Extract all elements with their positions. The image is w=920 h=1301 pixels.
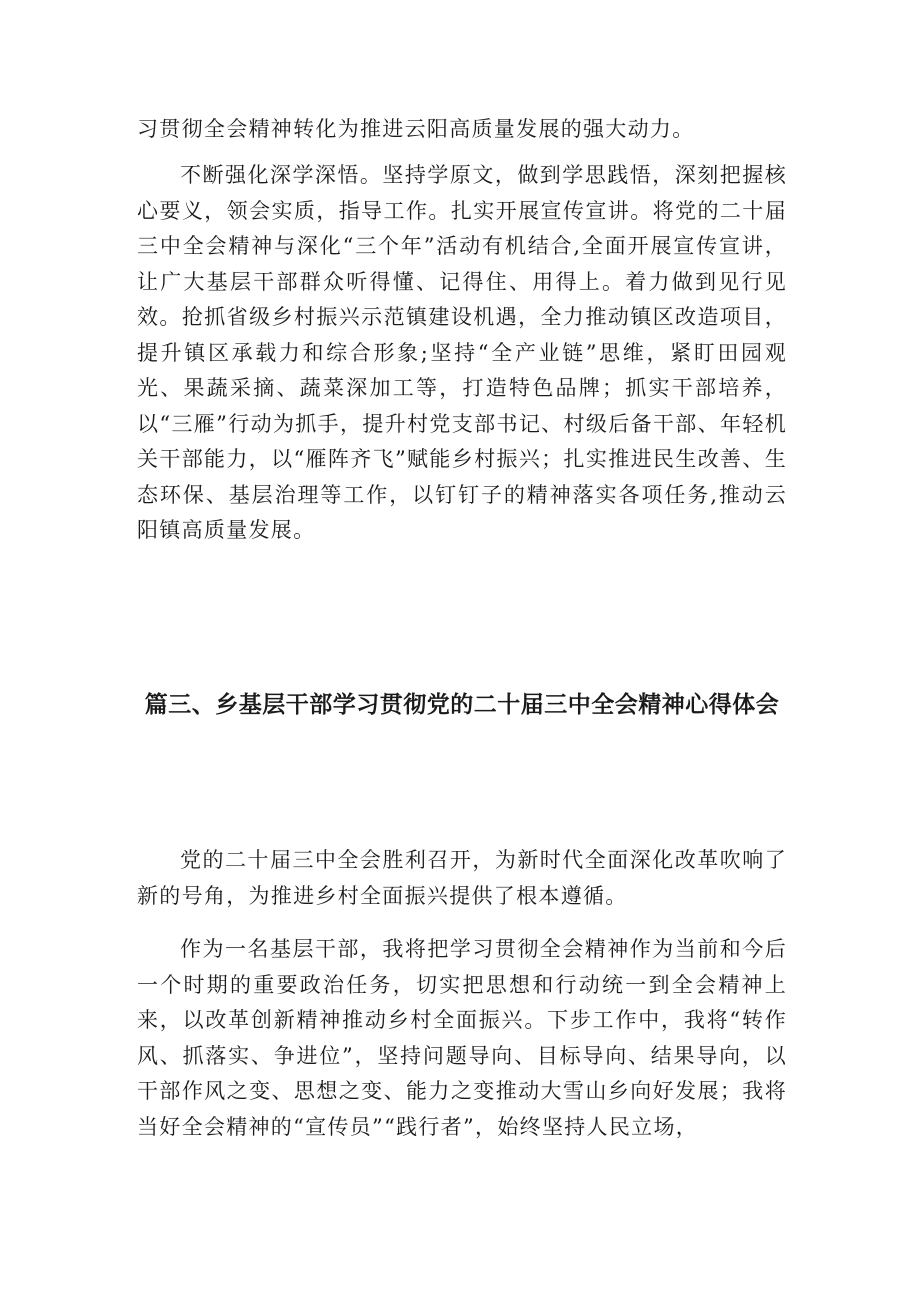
section-heading: 篇三、乡基层干部学习贯彻党的二十届三中全会精神心得体会 [144, 692, 780, 718]
paragraph-continued: 习贯彻全会精神转化为推进云阳高质量发展的强大动力。 [137, 117, 695, 141]
paragraph-grassroots-cadre: 作为一名基层干部，我将把学习贯彻全会精神作为当前和今后一个时期的重要政治任务，切实把思想和行动统一到全会精神上来，以改革创新精神推动乡村全面振兴。下步工作中，我将“转作风、抓落实、争进位”，坚持问题导向、目标导向、结果导向，以干部作风之变、思想之变、能力之变推动大雪山乡向好发展；我将当好全会精神的“宣传员”“践行者”，始终坚持人民立场， [137, 937, 787, 1139]
paragraph-deep-study: 不断强化深学深悟。坚持学原文，做到学思践悟，深刻把握核心要义，领会实质，指导工作。扎实开展宣传宣讲。将党的二十届三中全会精神与深化“三个年”活动有机结合,全面开展宣传宣讲，让广大基层干部群众听得懂、记得住、用得上。着力做到见行见效。抢抓省级乡村振兴示范镇建设机遇，全力推动镇区改造项目，提升镇区承载力和综合形象;坚持“全产业链”思维，紧盯田园观光、果蔬采摘、蔬菜深加工等，打造特色品牌；抓实干部培养，以“三雁”行动为抓手，提升村党支部书记、村级后备干部、年轻机关干部能力，以“雁阵齐飞”赋能乡村振兴；扎实推进民生改善、生态环保、基层治理等工作，以钉钉子的精神落实各项任务,推动云阳镇高质量发展。 [137, 163, 787, 542]
paragraph-plenum-intro: 党的二十届三中全会胜利召开，为新时代全面深化改革吹响了新的号角，为推进乡村全面振兴提供了根本遵循。 [137, 848, 787, 908]
